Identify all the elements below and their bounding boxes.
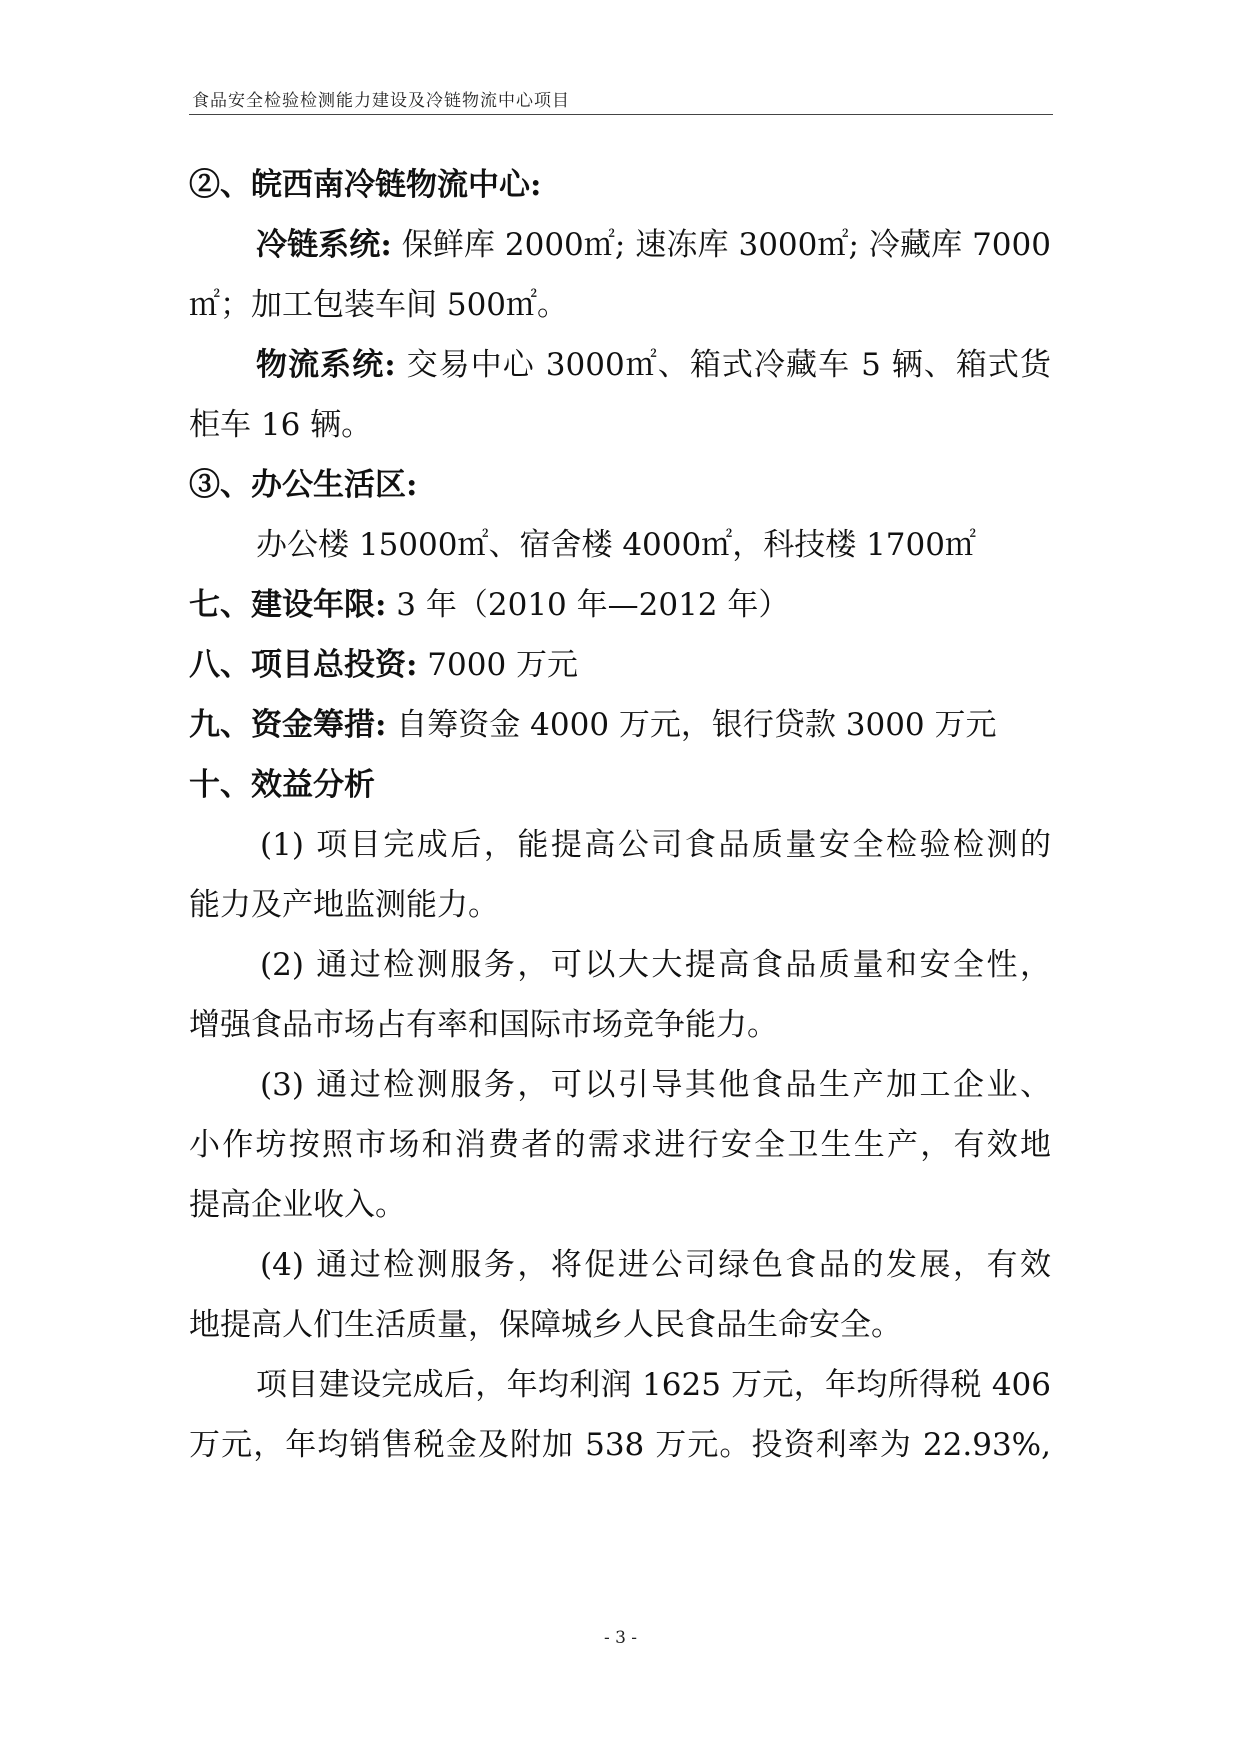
benefit-1-line-2: 能力及产地监测能力。 [189,887,499,923]
summary-line-2: 万元，年均销售税金及附加 538 万元。投资利率为 22.93%, [189,1427,1051,1463]
cold-chain-text-1: 保鲜库 2000㎡; 速冻库 3000㎡; 冷藏库 7000 [391,227,1051,263]
summary-line-1: 项目建设完成后，年均利润 1625 万元，年均所得税 406 [256,1367,1051,1403]
logistics-label: 物流系统: [256,347,396,383]
logistics-line-2: 柜车 16 辆。 [189,407,373,443]
section10-heading: 十、效益分析 [189,767,375,803]
benefit-3-line-1: (3) 通过检测服务，可以引导其他食品生产加工企业、 [260,1067,1051,1103]
cold-chain-line-2: ㎡；加工包装车间 500㎡。 [189,287,569,323]
page-number: - 3 - [603,1628,638,1648]
section9-label: 九、资金筹措: [189,707,387,743]
benefit-4-line-2: 地提高人们生活质量，保障城乡人民食品生命安全。 [189,1307,902,1343]
section3-text: 办公楼 15000㎡、宿舍楼 4000㎡，科技楼 1700㎡ [256,527,976,563]
benefit-2-line-1: (2) 通过检测服务，可以大大提高食品质量和安全性， [260,947,1051,983]
section9-line [189,702,1051,748]
section8-text: 7000 万元 [417,647,579,683]
running-header: 食品安全检验检测能力建设及冷链物流中心项目 [192,91,570,111]
logistics-text-1: 交易中心 3000㎡、箱式冷藏车 5 辆、箱式货 [395,347,1051,383]
section3-heading: ③、办公生活区: [189,467,418,503]
cold-chain-label: 冷链系统: [256,227,392,263]
benefit-3-line-2: 小作坊按照市场和消费者的需求进行安全卫生生产，有效地 [189,1127,1051,1163]
section7-line [189,582,1051,628]
benefit-3-line-3: 提高企业收入。 [189,1187,406,1223]
section8-line [189,642,1051,688]
section7-text: 3 年（2010 年—2012 年） [386,587,790,623]
benefit-2-line-2: 增强食品市场占有率和国际市场竞争能力。 [189,1007,778,1043]
section7-label: 七、建设年限: [189,587,387,623]
cold-chain-line-1 [256,222,1051,268]
section8-label: 八、项目总投资: [189,647,418,683]
benefit-4-line-1: (4) 通过检测服务，将促进公司绿色食品的发展，有效 [260,1247,1051,1283]
benefit-1-line-1: (1) 项目完成后，能提高公司食品质量安全检验检测的 [260,827,1051,863]
section2-heading: ②、皖西南冷链物流中心: [189,167,542,203]
logistics-line-1 [256,342,1051,388]
section9-text: 自筹资金 4000 万元，银行贷款 3000 万元 [386,707,997,743]
